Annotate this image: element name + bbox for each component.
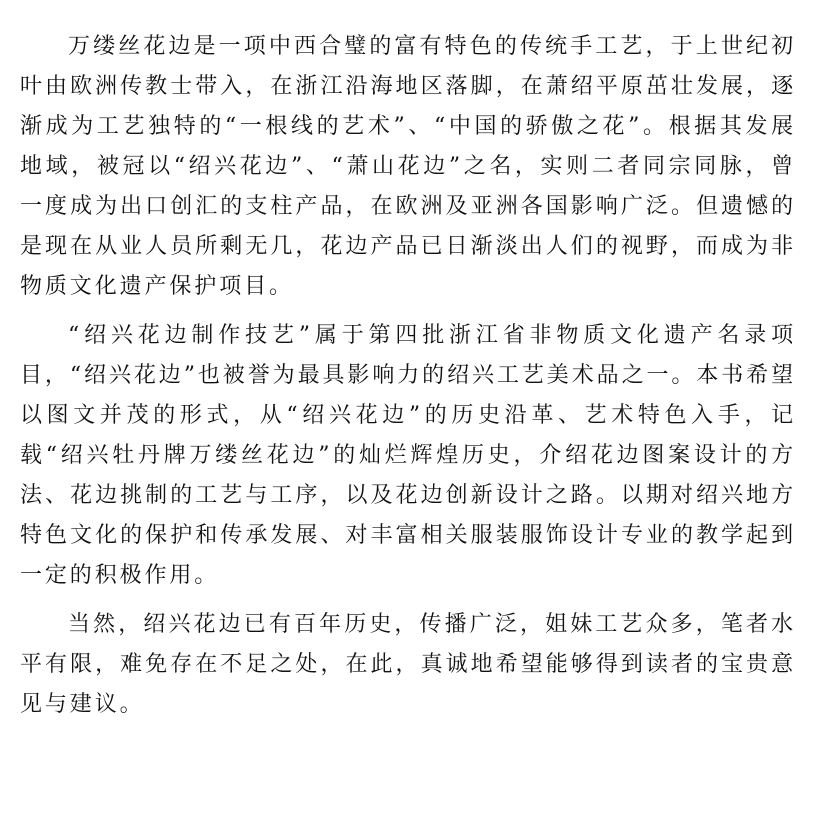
body-text bbox=[20, 27, 796, 734]
paragraph-2: “绍兴花边制作技艺”属于第四批浙江省非物质文化遗产名录项目，“绍兴花边”也被誉为最具影响力的绍兴工艺美术品之一。本书希望以图文并茂的形式，从“绍兴花边”的历史沿革、艺术特色入手，记载“绍兴牡丹牌万缕丝花边”的灿烂辉煌历史，介绍花边图案设计的方法、花边挑制的工艺与工序，以及花边创新设计之路。以期对绍兴地方特色文化的保护和传承发展、对丰富相关服装服饰设计专业的教学起到一定的积极作用。 bbox=[20, 323, 796, 588]
paragraph-3: 当然，绍兴花边已有百年历史，传播广泛，姐妹工艺众多，笔者水平有限，难免存在不足之处，在此，真诚地希望能够得到读者的宝贵意见与建议。 bbox=[20, 612, 796, 717]
paragraph-1: 万缕丝花边是一项中西合璧的富有特色的传统手工艺，于上世纪初叶由欧洲传教士带入，在浙江沿海地区落脚，在萧绍平原茁壮发展，逐渐成为工艺独特的“一根线的艺术”、“中国的骄傲之花”。根据其发展地域，被冠以“绍兴花边”、“萧山花边”之名，实则二者同宗同脉，曾一度成为出口创汇的支柱产品，在欧洲及亚洲各国影响广泛。但遗憾的是现在从业人员所剩无几，花边产品已日渐淡出人们的视野，而成为非物质文化遗产保护项目。 bbox=[20, 34, 796, 299]
